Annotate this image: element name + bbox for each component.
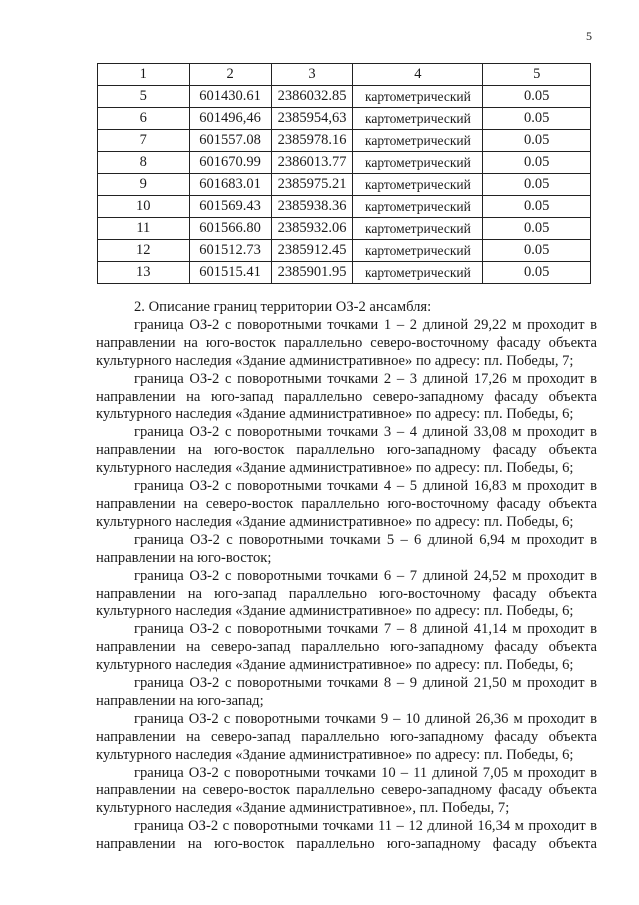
y-coordinate-cell: 2385978.16: [271, 130, 353, 152]
coordinates-table: [97, 63, 591, 284]
accuracy-cell: 0.05: [483, 108, 591, 130]
x-coordinate-cell: 601515.41: [189, 262, 271, 284]
table-row: [98, 262, 591, 284]
boundary-paragraph: граница ОЗ-2 с поворотными точками 8 – 9 длиной 21,50 м проходит в направлении на юго-запад;: [96, 675, 597, 709]
table-row: [98, 196, 591, 218]
accuracy-cell: 0.05: [483, 174, 591, 196]
x-coordinate-cell: 601512.73: [189, 240, 271, 262]
point-number-cell: 6: [98, 108, 190, 130]
boundary-paragraph: граница ОЗ-2 с поворотными точками 3 – 4 длиной 33,08 м проходит в направлении на юго-восток параллельно юго-западному фасаду объекта культурного наследия «Здание административное» по адресу: пл. Победы, 6;: [96, 424, 597, 477]
column-header: 2: [189, 64, 271, 86]
paragraph-list: [96, 317, 597, 854]
method-cell: картометрический: [353, 86, 483, 108]
x-coordinate-cell: 601496,46: [189, 108, 271, 130]
method-cell: картометрический: [353, 108, 483, 130]
table-row: [98, 218, 591, 240]
column-header: 3: [271, 64, 353, 86]
table-row: [98, 86, 591, 108]
boundary-paragraph: граница ОЗ-2 с поворотными точками 9 – 10 длиной 26,36 м проходит в направлении на северо-запад параллельно юго-западному фасаду объекта культурного наследия «Здание административное» по адресу: пл. Победы, 6;: [96, 710, 597, 763]
boundary-paragraph: граница ОЗ-2 с поворотными точками 2 – 3 длиной 17,26 м проходит в направлении на юго-запад параллельно северо-западному фасаду объекта культурного наследия «Здание административное» по адресу: пл. Победы, 6;: [96, 370, 597, 423]
y-coordinate-cell: 2386013.77: [271, 152, 353, 174]
point-number-cell: 13: [98, 262, 190, 284]
column-header: 1: [98, 64, 190, 86]
accuracy-cell: 0.05: [483, 130, 591, 152]
accuracy-cell: 0.05: [483, 152, 591, 174]
y-coordinate-cell: 2385975.21: [271, 174, 353, 196]
boundary-paragraph: граница ОЗ-2 с поворотными точками 1 – 2 длиной 29,22 м проходит в направлении на юго-восток параллельно северо-восточному фасаду объекта культурного наследия «Здание административное» по адресу: пл. Победы, 7;: [96, 316, 597, 369]
x-coordinate-cell: 601683.01: [189, 174, 271, 196]
page-number: 5: [586, 29, 592, 43]
table-row: [98, 108, 591, 130]
table-row: [98, 152, 591, 174]
x-coordinate-cell: 601557.08: [189, 130, 271, 152]
y-coordinate-cell: 2385912.45: [271, 240, 353, 262]
x-coordinate-cell: 601569.43: [189, 196, 271, 218]
point-number-cell: 5: [98, 86, 190, 108]
boundary-paragraph: граница ОЗ-2 с поворотными точками 6 – 7 длиной 24,52 м проходит в направлении на юго-запад параллельно юго-восточному фасаду объекта культурного наследия «Здание административное» по адресу: пл. Победы, 6;: [96, 567, 597, 620]
point-number-cell: 10: [98, 196, 190, 218]
y-coordinate-cell: 2385954,63: [271, 108, 353, 130]
boundary-paragraph: граница ОЗ-2 с поворотными точками 7 – 8 длиной 41,14 м проходит в направлении на северо-запад параллельно юго-западному фасаду объекта культурного наследия «Здание административное» по адресу: пл. Победы, 6;: [96, 621, 597, 674]
accuracy-cell: 0.05: [483, 218, 591, 240]
point-number-cell: 12: [98, 240, 190, 262]
method-cell: картометрический: [353, 218, 483, 240]
method-cell: картометрический: [353, 240, 483, 262]
method-cell: картометрический: [353, 130, 483, 152]
method-cell: картометрический: [353, 152, 483, 174]
section-heading: 2. Описание границ территории ОЗ-2 ансамбля:: [134, 299, 432, 315]
method-cell: картометрический: [353, 262, 483, 284]
boundary-paragraph: граница ОЗ-2 с поворотными точками 10 – 11 длиной 7,05 м проходит в направлении на северо-восток параллельно северо-западному фасаду объекта культурного наследия «Здание административное», пл. Победы, 7;: [96, 764, 597, 817]
method-cell: картометрический: [353, 174, 483, 196]
accuracy-cell: 0.05: [483, 240, 591, 262]
point-number-cell: 9: [98, 174, 190, 196]
accuracy-cell: 0.05: [483, 86, 591, 108]
x-coordinate-cell: 601430.61: [189, 86, 271, 108]
table-row: [98, 240, 591, 262]
boundary-paragraph: граница ОЗ-2 с поворотными точками 11 – 12 длиной 16,34 м проходит в направлении на юго-восток параллельно юго-западному фасаду объекта: [96, 818, 597, 853]
y-coordinate-cell: 2385901.95: [271, 262, 353, 284]
boundary-paragraph: граница ОЗ-2 с поворотными точками 5 – 6 длиной 6,94 м проходит в направлении на юго-восток;: [96, 531, 597, 566]
table-body: [98, 86, 591, 284]
x-coordinate-cell: 601670.99: [189, 152, 271, 174]
column-header: 5: [483, 64, 591, 86]
method-cell: картометрический: [353, 196, 483, 218]
accuracy-cell: 0.05: [483, 262, 591, 284]
x-coordinate-cell: 601566.80: [189, 218, 271, 240]
boundary-description: [96, 299, 597, 854]
table-row: [98, 174, 591, 196]
column-header: 4: [353, 64, 483, 86]
table-row: [98, 130, 591, 152]
y-coordinate-cell: 2385938.36: [271, 196, 353, 218]
accuracy-cell: 0.05: [483, 196, 591, 218]
boundary-paragraph: граница ОЗ-2 с поворотными точками 4 – 5 длиной 16,83 м проходит в направлении на северо-восток параллельно юго-восточному фасаду объекта культурного наследия «Здание административное» по адресу: пл. Победы, 6;: [96, 478, 597, 530]
y-coordinate-cell: 2386032.85: [271, 86, 353, 108]
point-number-cell: 7: [98, 130, 190, 152]
point-number-cell: 8: [98, 152, 190, 174]
y-coordinate-cell: 2385932.06: [271, 218, 353, 240]
table-header-row: [98, 64, 591, 86]
point-number-cell: 11: [98, 218, 190, 240]
